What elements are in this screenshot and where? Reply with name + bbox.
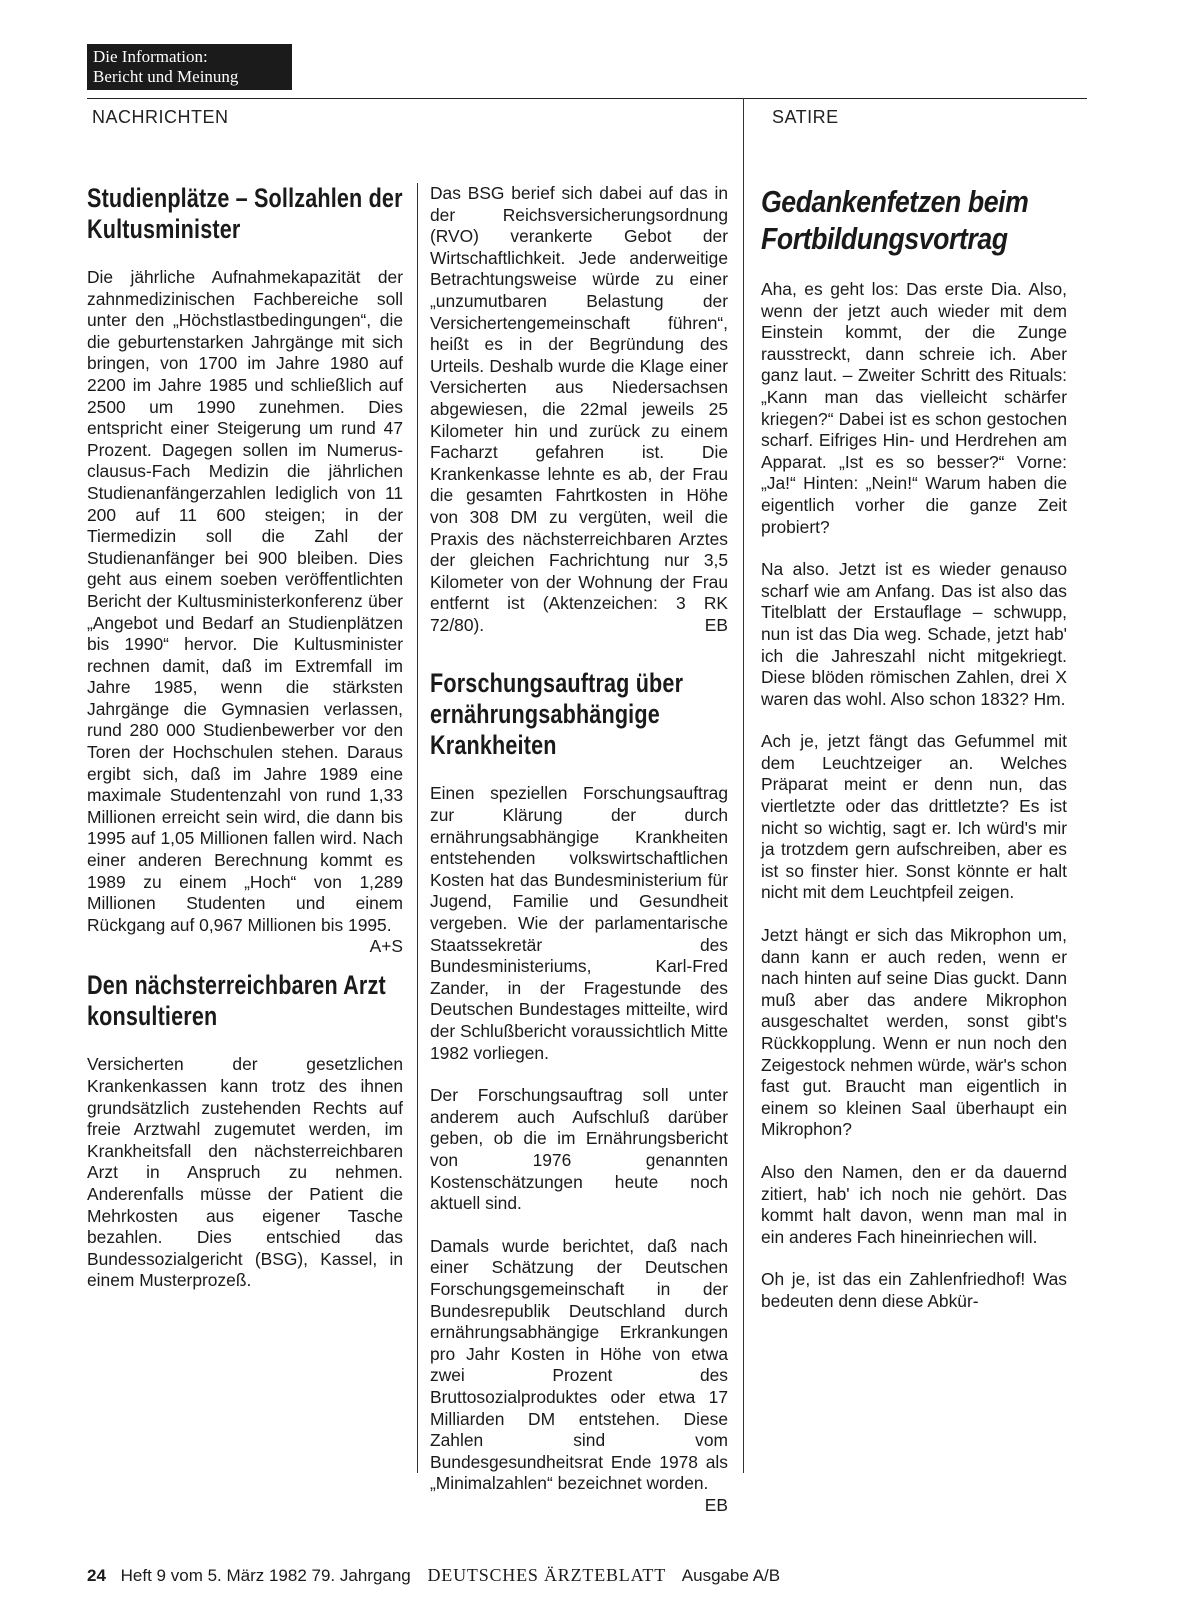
article-3-paragraph-3: Damals wurde berichtet, daß nach einer Schätzung der Deutschen Forschungsgemeinschaft in der Bundesrepublik Deutschland durch ernährungsabhängige Erkrankungen pro Jahr Kosten in Höhe von etwa zwei Prozent des Bruttosozialproduktes oder etwa 17 Milliarden DM entstehen. Diese Zahlen sind vom Bundesgesundheitsrat Ende 1978 als „Minimalzahlen“ bezeichnet worden. EB <box>430 1235 728 1515</box>
article-3-paragraph-2: Der Forschungsauftrag soll unter anderem auch Aufschluß darüber geben, ob die im Ernährungsbericht von 1976 genannten Kostenschätzungen heute noch aktuell sind. <box>430 1085 728 1214</box>
article-1-headline: Studienplätze – Sollzahlen der Kultusminister <box>87 183 403 244</box>
article-3-signature: EB <box>704 1494 728 1515</box>
kicker-line-2: Bericht und Meinung <box>93 67 239 86</box>
article-2-signature: EB <box>704 614 728 635</box>
article-2-paragraph-1: Versicherten der gesetzlichen Krankenkassen kann trotz des ihnen grundsätzlich zustehenden Rechts auf freie Arztwahl zugemutet werden, im Krankheitsfall den nächsterreichbaren Arzt in Anspruch zu nehmen. Anderenfalls müsse der Patient die Mehrkosten aus eigener Tasche bezahlen. Dies entschied das Bundessozialgericht (BSG), Kassel, in einem Musterprozeß. <box>87 1054 403 1291</box>
issue-info: Heft 9 vom 5. März 1982 79. Jahrgang <box>120 1566 411 1585</box>
edition-info: Ausgabe A/B <box>681 1566 781 1585</box>
column-2 <box>430 183 728 1516</box>
article-2-paragraph-2: Das BSG berief sich dabei auf das in der Reichsversicherungsordnung (RVO) verankerte Gebot der Wirtschaftlichkeit. Jede anderweitige Betrachtungsweise würde zu einer „unzumutbaren Belastung der Versichertengemeinschaft führen“, heißt es in der Begründung des Urteils. Deshalb wurde die Klage einer Versicherten aus Niedersachsen abgewiesen, die 22mal jeweils 25 Kilometer hin und zurück zu einem Facharzt gefahren ist. Die Krankenkasse lehnte es ab, der Frau die gesamten Fahrtkosten in Höhe von 308 DM zu vergüten, weil die Praxis des nächsterreichbaren Arztes der gleichen Fachrichtung nur 3,5 Kilometer von der Wohnung der Frau entfernt ist (Aktenzeichen: 3 RK 72/80). EB <box>430 183 728 635</box>
satire-paragraph-3: Ach je, jetzt fängt das Gefummel mit dem Leuchtzeiger an. Welches Präparat meint er denn nun, das viertletzte oder das drittletzte? Es ist nicht so wichtig, sagt er. Ich würd's mir ja trotzdem gern aufschreiben, aber es ist so finster hier. Sonst könnte er halt nicht mit dem Leuchtpfeil zeigen. <box>761 731 1067 903</box>
column-rule-2 <box>743 98 744 1473</box>
column-3 <box>761 183 1067 1313</box>
column-rule-1 <box>417 183 418 1473</box>
satire-paragraph-5: Also den Namen, den er da dauernd zitiert, hab' ich noch nie gehört. Das kommt halt davon, wenn man mal in ein anderes Fach hineinriechen will. <box>761 1161 1067 1247</box>
section-label-news: NACHRICHTEN <box>92 107 229 127</box>
kicker-box <box>87 44 292 90</box>
article-2-headline: Den nächsterreichbaren Arzt konsultieren <box>87 970 386 1032</box>
article-1-signature: A+S <box>369 936 403 957</box>
article-1-body: Die jährliche Aufnahmekapazität der zahnmedizinischen Fachbereiche soll unter den „Höchstlastbedingungen“, die die geburtenstarken Jahrgänge mit sich bringen, von 1700 im Jahre 1980 auf 2200 im Jahre 1985 und schließlich auf 2500 um 1990 zunehmen. Dies entspricht einer Steigerung um rund 47 Prozent. Dagegen sollen im Numerus-clausus-Fach Medizin die jährlichen Studienanfängerzahlen lediglich von 11 200 auf 11 600 steigen; in der Tiermedizin soll die Zahl der Studienanfänger bei 900 bleiben. Dies geht aus einem soeben veröffentlichten Bericht der Kultusministerkonferenz über „Angebot und Bedarf an Studienplätzen bis 1990“ hervor. Die Kultusminister rechnen damit, daß im Extremfall im Jahre 1985, wenn die stärksten Jahrgänge die Gymnasien verlassen, rund 280 000 Studienbewerber vor den Toren der Hochschulen stehen. Daraus ergibt sich, daß im Jahre 1989 eine maximale Studentenzahl von rund 1,33 Millionen erreicht sein wird, die dann bis 1995 auf 1,05 Millionen fallen wird. Nach einer anderen Berechnung kommt es 1989 zu einem „Hoch“ von 1,289 Millionen Studenten und einem Rückgang auf 0,967 Millionen bis 1995. A+S <box>87 267 403 957</box>
page-number: 24 <box>87 1566 106 1585</box>
satire-paragraph-4: Jetzt hängt er sich das Mikrophon um, dann kann er auch reden, wenn er nach hinten auf seine Dias guckt. Dann muß aber das andere Mikrophon ausgeschaltet werden, sonst gibt's Rückkopplung. Wenn er nun noch den Zeigestock nehmen würde, wär's schon fast gut. Braucht man eigentlich in einem so kleinen Saal überhaupt ein Mikrophon? <box>761 925 1067 1140</box>
article-3-paragraph-1: Einen speziellen Forschungsauftrag zur Klärung der durch ernährungsabhängige Krankheiten entstehenden volkswirtschaftlichen Kosten hat das Bundesministerium für Jugend, Familie und Gesundheit vergeben. Wie der parlamentarische Staatssekretär des Bundesministeriums, Karl-Fred Zander, in der Fragestunde des Deutschen Bundestages mitteilte, wird der Schlußbericht voraussichtlich Mitte 1982 vorliegen. <box>430 783 728 1063</box>
kicker-line-1: Die Information: <box>93 47 208 66</box>
column-1 <box>87 183 403 1313</box>
top-rule <box>87 98 1087 99</box>
satire-paragraph-6: Oh je, ist das ein Zahlenfriedhof! Was bedeuten denn diese Abkür- <box>761 1269 1067 1311</box>
satire-paragraph-2: Na also. Jetzt ist es wieder genauso scharf wie am Anfang. Das ist also das Titelblatt der Erstauflage – schwupp, nun ist das Dia weg. Schade, jetzt hab' ich die Jahreszahl nicht mitgekriegt. Diese blöden römischen Zahlen, drei X waren das wohl. Also schon 1832? Hm. <box>761 559 1067 709</box>
section-label-satire: SATIRE <box>772 107 839 127</box>
page-footer <box>87 1565 780 1586</box>
article-3-headline: Forschungsauftrag über ernährungsabhängige Krankheiten <box>430 668 684 761</box>
satire-paragraph-1: Aha, es geht los: Das erste Dia. Also, wenn der jetzt auch wieder mit dem Einstein kommt, der die Zunge rausstreckt, dann schreie ich. Aber ganz laut. – Zweiter Schritt des Rituals: „Kann man das vielleicht schärfer kriegen?“ Dabei ist es schon gestochen scharf. Eifriges Hin- und Herdrehen am Apparat. „Ist es so besser?“ Vorne: „Ja!“ Hinten: „Nein!“ Warum haben die eigentlich vorher die ganze Zeit probiert? <box>761 279 1067 537</box>
magazine-name: DEUTSCHES ÄRZTEBLATT <box>427 1565 666 1585</box>
satire-headline: Gedankenfetzen beim Fortbildungsvortrag <box>761 184 1029 256</box>
